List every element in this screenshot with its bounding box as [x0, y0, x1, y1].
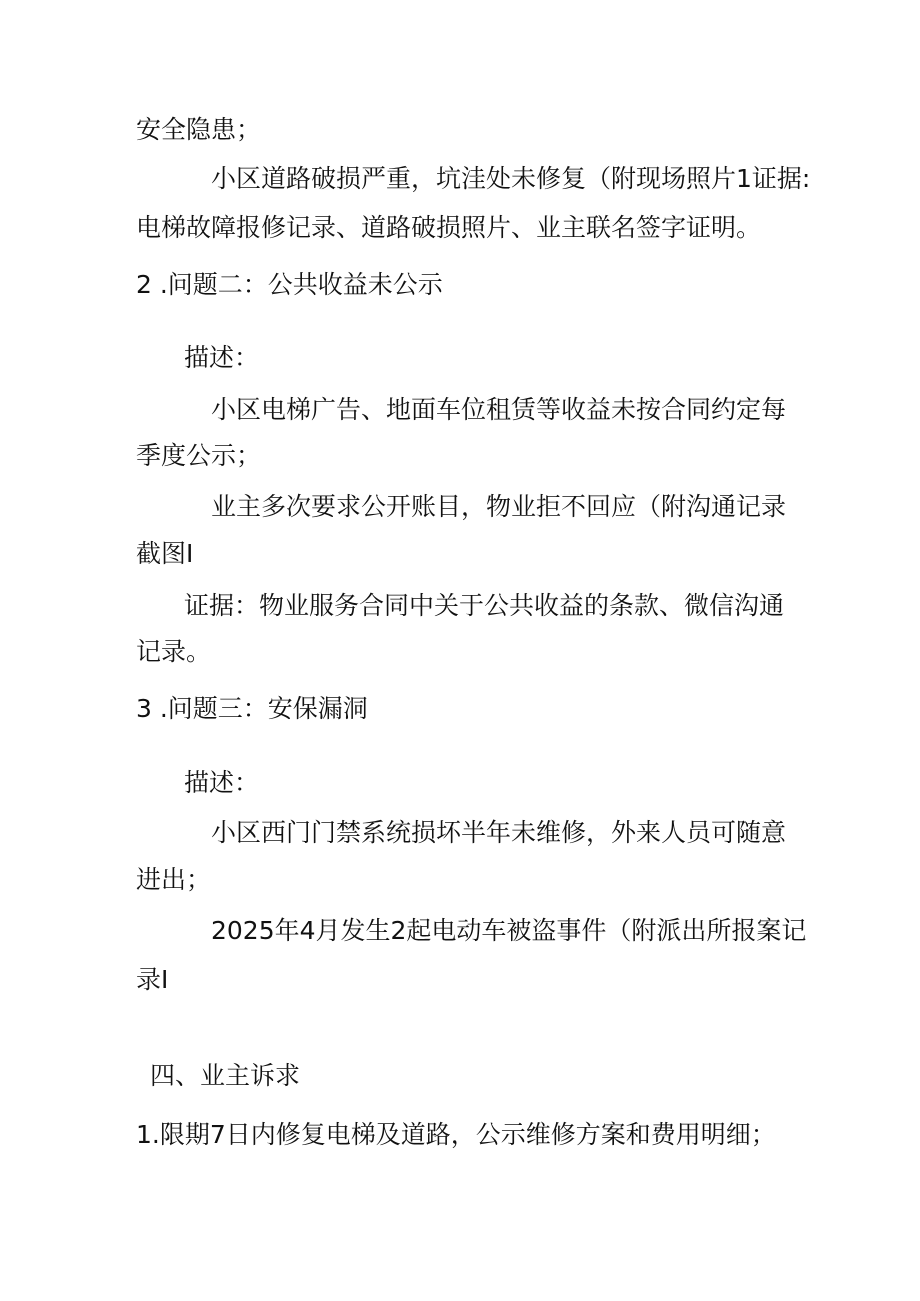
text-line-road-damage: 小区道路破损严重，坑洼处未修复（附现场照片1证据: [211, 164, 811, 193]
label-description-3: 描述： [184, 768, 260, 797]
label-description-2: 描述： [184, 343, 260, 372]
text-line-revenue-1: 小区电梯广告、地面车位租赁等收益未按合同约定每 [211, 395, 787, 424]
section-heading-owner-demands: 四、业主诉求 [150, 1061, 301, 1090]
text-line-accounts-2: 截图I [136, 539, 194, 568]
text-line-evidence-2b: 记录。 [136, 637, 212, 666]
text-line-demand-1: 1.限期7日内修复电梯及道路，公示维修方案和费用明细； [136, 1120, 776, 1149]
section-heading-issue-2: 2 .问题二：公共收益未公示 [136, 270, 443, 299]
text-line-accounts-1: 业主多次要求公开账目，物业拒不回应（附沟通记录 [211, 492, 787, 521]
text-line-theft-2: 录I [136, 965, 169, 994]
text-line-gate-2: 进出； [136, 865, 212, 894]
text-line-theft-1: 2025年4月发生2起电动车被盗事件（附派出所报案记 [211, 916, 807, 945]
text-line-gate-1: 小区西门门禁系统损坏半年未维修，外来人员可随意 [211, 818, 787, 847]
text-line-safety-hazard: 安全隐患； [136, 115, 262, 144]
text-line-revenue-2: 季度公示； [136, 441, 262, 470]
text-line-evidence-2a: 证据：物业服务合同中关于公共收益的条款、微信沟通 [184, 591, 785, 620]
text-line-evidence-1: 电梯故障报修记录、道路破损照片、业主联名签字证明。 [136, 213, 762, 242]
section-heading-issue-3: 3 .问题三：安保漏洞 [136, 694, 368, 723]
